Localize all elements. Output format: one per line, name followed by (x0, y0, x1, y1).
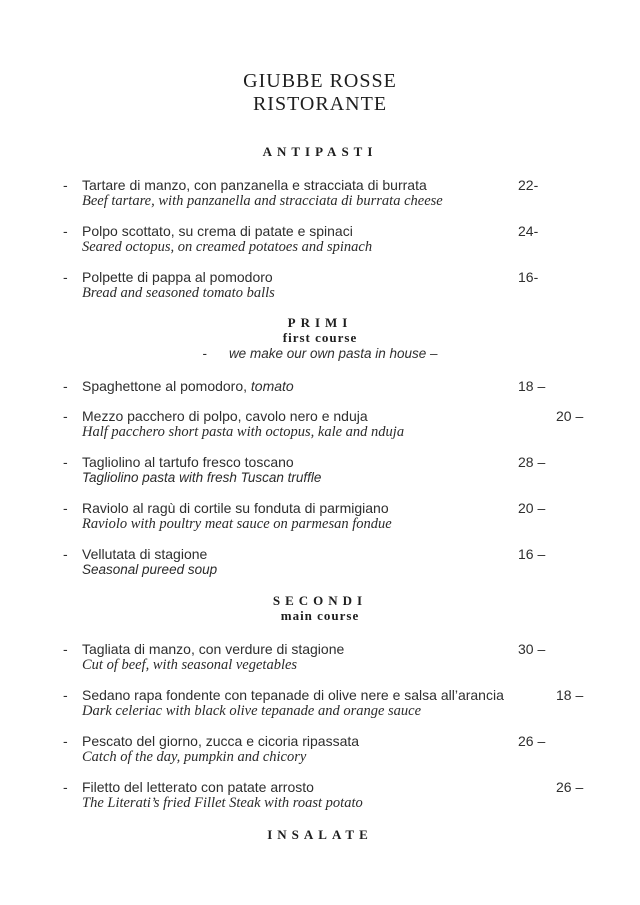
item-name: Pescato del giorno, zucca e cicoria ripassata (82, 733, 360, 749)
item-price: 20 – (518, 500, 546, 516)
item-dash: - (63, 687, 68, 703)
item-price: 24- (518, 223, 539, 239)
item-name: Filetto del letterato con patate arrosto (82, 779, 314, 795)
item-name (82, 378, 515, 394)
item-price: 28 – (518, 454, 546, 470)
item-translation: Dark celeriac with black olive tepanade and orange sauce (82, 703, 422, 719)
item-name: Mezzo pacchero di polpo, cavolo nero e nduja (82, 408, 368, 424)
item-translation: Raviolo with poultry meat sauce on parmesan fondue (82, 516, 392, 532)
item-translation: Catch of the day, pumpkin and chicory (82, 749, 307, 765)
menu-item-tagliata (0, 641, 640, 673)
section-subtitle-secondi: main course (280, 608, 360, 623)
item-price: 30 – (518, 641, 546, 657)
item-name: Tartare di manzo, con panzanella e stracciata di burrata (82, 177, 427, 193)
menu-item-polpette (0, 269, 640, 301)
item-price: 26 – (518, 733, 546, 749)
section-title-primi: PRIMI (287, 315, 353, 330)
item-dash: - (63, 454, 68, 470)
item-dash: - (63, 177, 68, 193)
restaurant-name: GIUBBE ROSSE (243, 70, 397, 92)
item-translation: Seasonal pureed soup (82, 562, 218, 577)
item-translation: The Literati’s fried Fillet Steak with roast potato (82, 795, 363, 811)
secondi-items (0, 641, 640, 811)
primi-items (0, 378, 640, 578)
section-primi (0, 315, 640, 578)
item-price: 20 – (556, 408, 584, 424)
section-note-primi (0, 345, 640, 362)
note-dash: - (202, 346, 207, 361)
item-dash: - (63, 269, 68, 285)
restaurant-type: RISTORANTE (252, 93, 388, 115)
section-title-insalate: INSALATE (267, 827, 373, 842)
item-dash: - (63, 779, 68, 795)
note-text: we make our own pasta in house – (228, 346, 438, 361)
item-price: 16- (518, 269, 539, 285)
item-name: Tagliata di manzo, con verdure di stagione (82, 641, 345, 657)
item-name: Vellutata di stagione (82, 546, 208, 562)
section-title-secondi: SECONDI (272, 593, 368, 608)
item-dash: - (63, 733, 68, 749)
menu-item-pescato (0, 733, 640, 765)
item-price: 16 – (518, 546, 546, 562)
item-name: Polpette di pappa al pomodoro (82, 269, 273, 285)
item-dash: - (63, 546, 68, 562)
menu-item-sedano-rapa (0, 687, 640, 719)
section-subtitle-primi: first course (282, 330, 358, 345)
item-translation: Cut of beef, with seasonal vegetables (82, 657, 298, 673)
item-dash: - (63, 223, 68, 239)
menu-item-filetto (0, 779, 640, 811)
item-translation: Seared octopus, on creamed potatoes and spinach (82, 239, 373, 255)
section-antipasti (0, 144, 640, 301)
item-price: 26 – (556, 779, 584, 795)
item-price: 18 – (556, 687, 584, 703)
item-dash: - (63, 378, 68, 394)
item-dash: - (63, 641, 68, 657)
item-name-regular: Spaghettone al pomodoro, (82, 378, 251, 394)
section-insalate (0, 827, 640, 842)
item-name-italic: tomato (250, 378, 294, 394)
item-name: Sedano rapa fondente con tepanade di olive nere e salsa all’arancia (82, 687, 504, 703)
item-price: 22- (518, 177, 539, 193)
section-title-antipasti: ANTIPASTI (262, 144, 378, 159)
menu-item-raviolo (0, 500, 640, 532)
restaurant-title-block (0, 70, 640, 116)
menu-item-tartare (0, 177, 640, 209)
menu-item-spaghettone (0, 378, 640, 394)
item-name: Tagliolino al tartufo fresco toscano (82, 454, 294, 470)
antipasti-items (0, 177, 640, 301)
menu-item-mezzo-pacchero (0, 408, 640, 440)
item-dash: - (63, 408, 68, 424)
item-translation: Tagliolino pasta with fresh Tuscan truffle (82, 470, 322, 485)
menu-item-vellutata (0, 546, 640, 578)
item-dash: - (63, 500, 68, 516)
item-name: Raviolo al ragù di cortile su fonduta di parmigiano (82, 500, 389, 516)
item-translation: Beef tartare, with panzanella and stracciata di burrata cheese (82, 193, 443, 209)
item-name: Polpo scottato, su crema di patate e spinaci (82, 223, 353, 239)
item-translation: Half pacchero short pasta with octopus, kale and nduja (82, 424, 405, 440)
section-secondi (0, 593, 640, 811)
item-translation: Bread and seasoned tomato balls (82, 285, 275, 301)
menu-item-tagliolino (0, 454, 640, 486)
menu-item-polpo (0, 223, 640, 255)
item-price: 18 – (518, 378, 546, 394)
